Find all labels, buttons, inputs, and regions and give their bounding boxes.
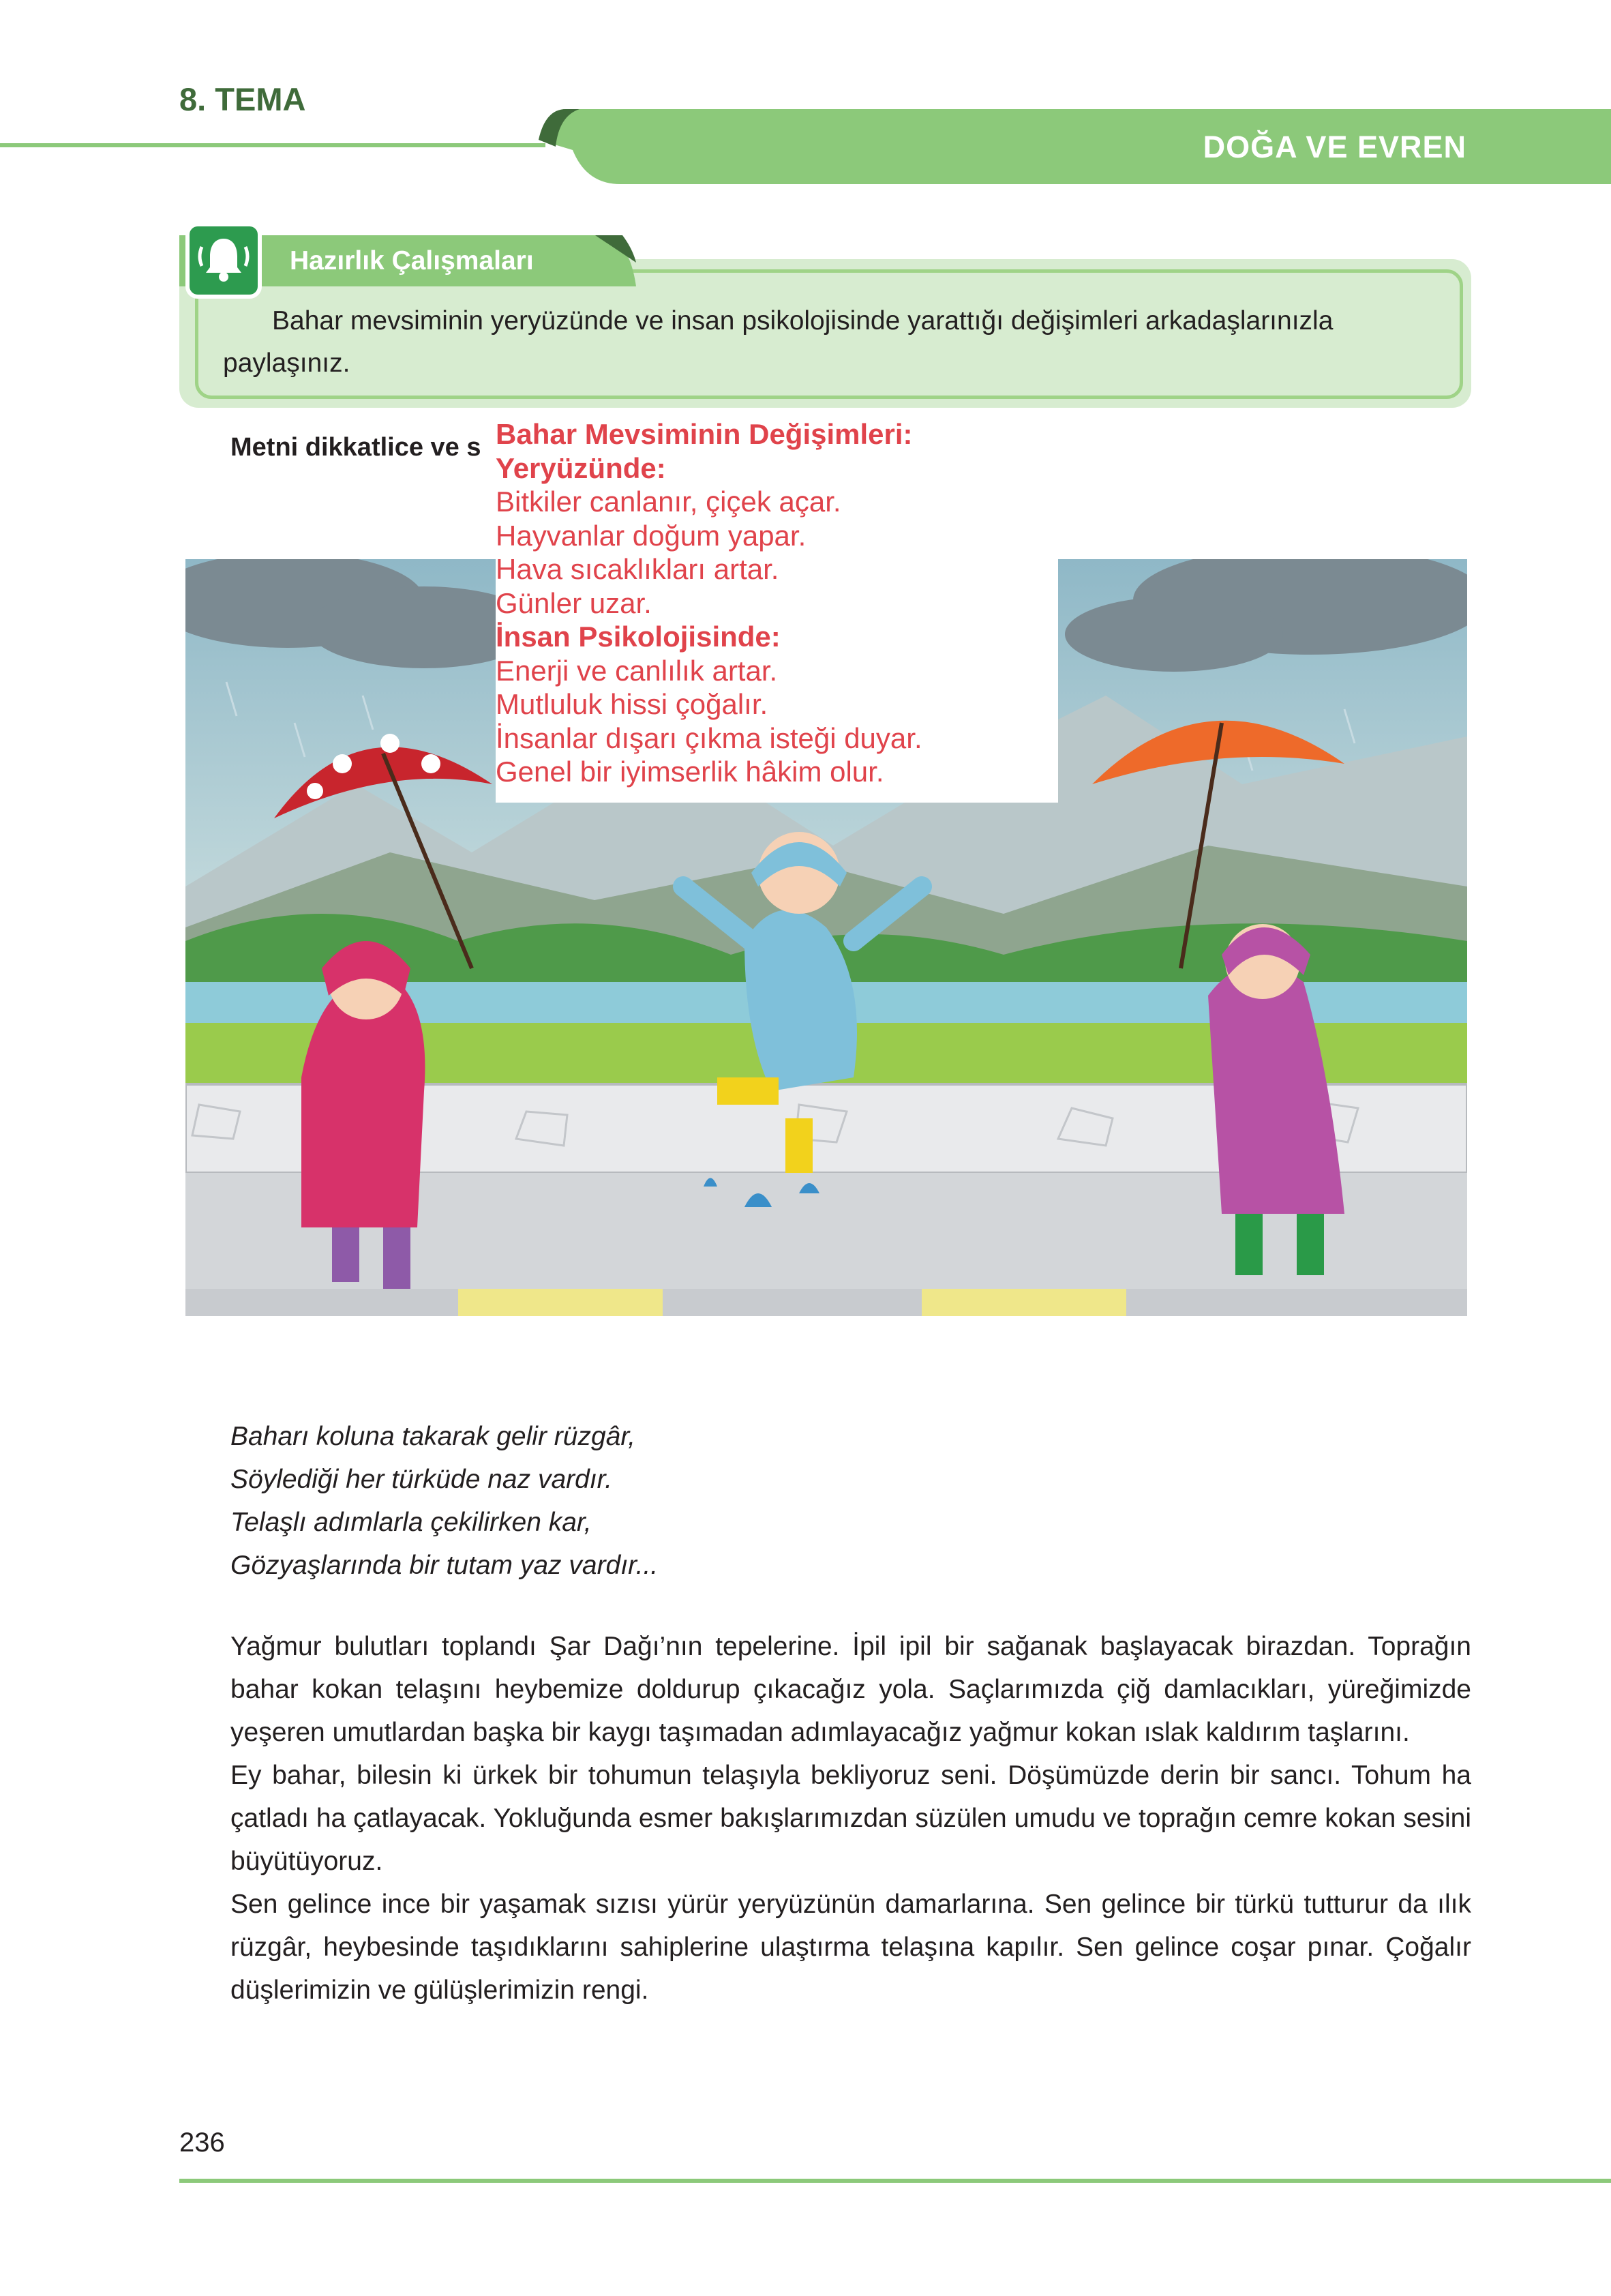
poem-line: Gözyaşlarında bir tutam yaz vardır... [230,1551,659,1580]
overlay-item: Günler uzar. [496,586,652,619]
overlay-item: Enerji ve canlılık artar. [496,654,778,687]
poem [230,1415,658,1587]
overlay-item: Hayvanlar doğum yapar. [496,519,807,552]
poem-line: Söylediği her türküde naz vardır. [230,1465,613,1494]
overlay-item: Hava sıcaklıkları artar. [496,553,779,585]
overlay-item: Mutluluk hissi çoğalır. [496,688,768,720]
overlay-item: İnsanlar dışarı çıkma isteği duyar. [496,721,922,754]
overlay-item: Genel bir iyimserlik hâkim olur. [496,756,884,788]
prep-title: Hazırlık Çalışmaları [290,246,534,275]
overlay-item: Bitkiler canlanır, çiçek açar. [496,486,841,518]
theme-number: 8. TEMA [179,81,306,117]
paragraph: Ey bahar, bilesin ki ürkek bir tohumun telaşıyla bekliyoruz seni. Döşümüzde derin bir sancı. Tohum ha çatladı ha çatlayacak. Yokluğunda esmer bakışlarımızdan süzülen umudu ve toprağın cemre kokan sesini büyütüyoruz. [230,1761,1471,1876]
prep-text [223,300,1443,385]
theme-title: DOĞA VE EVREN [1203,130,1466,164]
poem-line: Baharı koluna takarak gelir rüzgâr, [230,1422,635,1451]
body-text [230,1625,1471,2012]
answer-overlay [496,417,1058,803]
header-rule [0,143,545,147]
reading-instruction: Metni dikkatlice ve s [230,433,481,462]
prep-text-body: Bahar mevsiminin yeryüzünde ve insan psikolojisinde yarattığı değişimleri arkadaşlarınızla paylaşınız. [223,306,1334,378]
bell-icon [185,222,262,299]
overlay-title: Bahar Mevsiminin Değişimleri: [496,418,913,450]
overlay-section-title: İnsan Psikolojisinde: [496,621,781,653]
poem-line: Telaşlı adımlarla çekilirken kar, [230,1508,592,1537]
page-number: 236 [179,2128,225,2158]
paragraph: Yağmur bulutları toplandı Şar Dağı’nın tepelerine. İpil ipil bir sağanak başlayacak birazdan. Toprağın bahar kokan telaşını heybemize doldurup çıkacağız yola. Saçlarımızda çiğ damlacıkları, yüreğimizde yeşeren umutlardan başka bir kaygı taşımadan adımlayacağız yağmur kokan ıslak kaldırım taşlarını. [230,1632,1471,1747]
paragraph: Sen gelince ince bir yaşamak sızısı yürür yeryüzünün damarlarına. Sen gelince bir türkü tutturur da ılık rüzgâr, heybesinde taşıdıklarını sahiplerine ulaştırma telaşına kapılır. Sen gelince coşar pınar. Çoğalır düşlerimizin ve gülüşlerimizin rengi. [230,1890,1471,2005]
footer-rule [179,2179,1611,2183]
overlay-section-title: Yeryüzünde: [496,451,666,484]
